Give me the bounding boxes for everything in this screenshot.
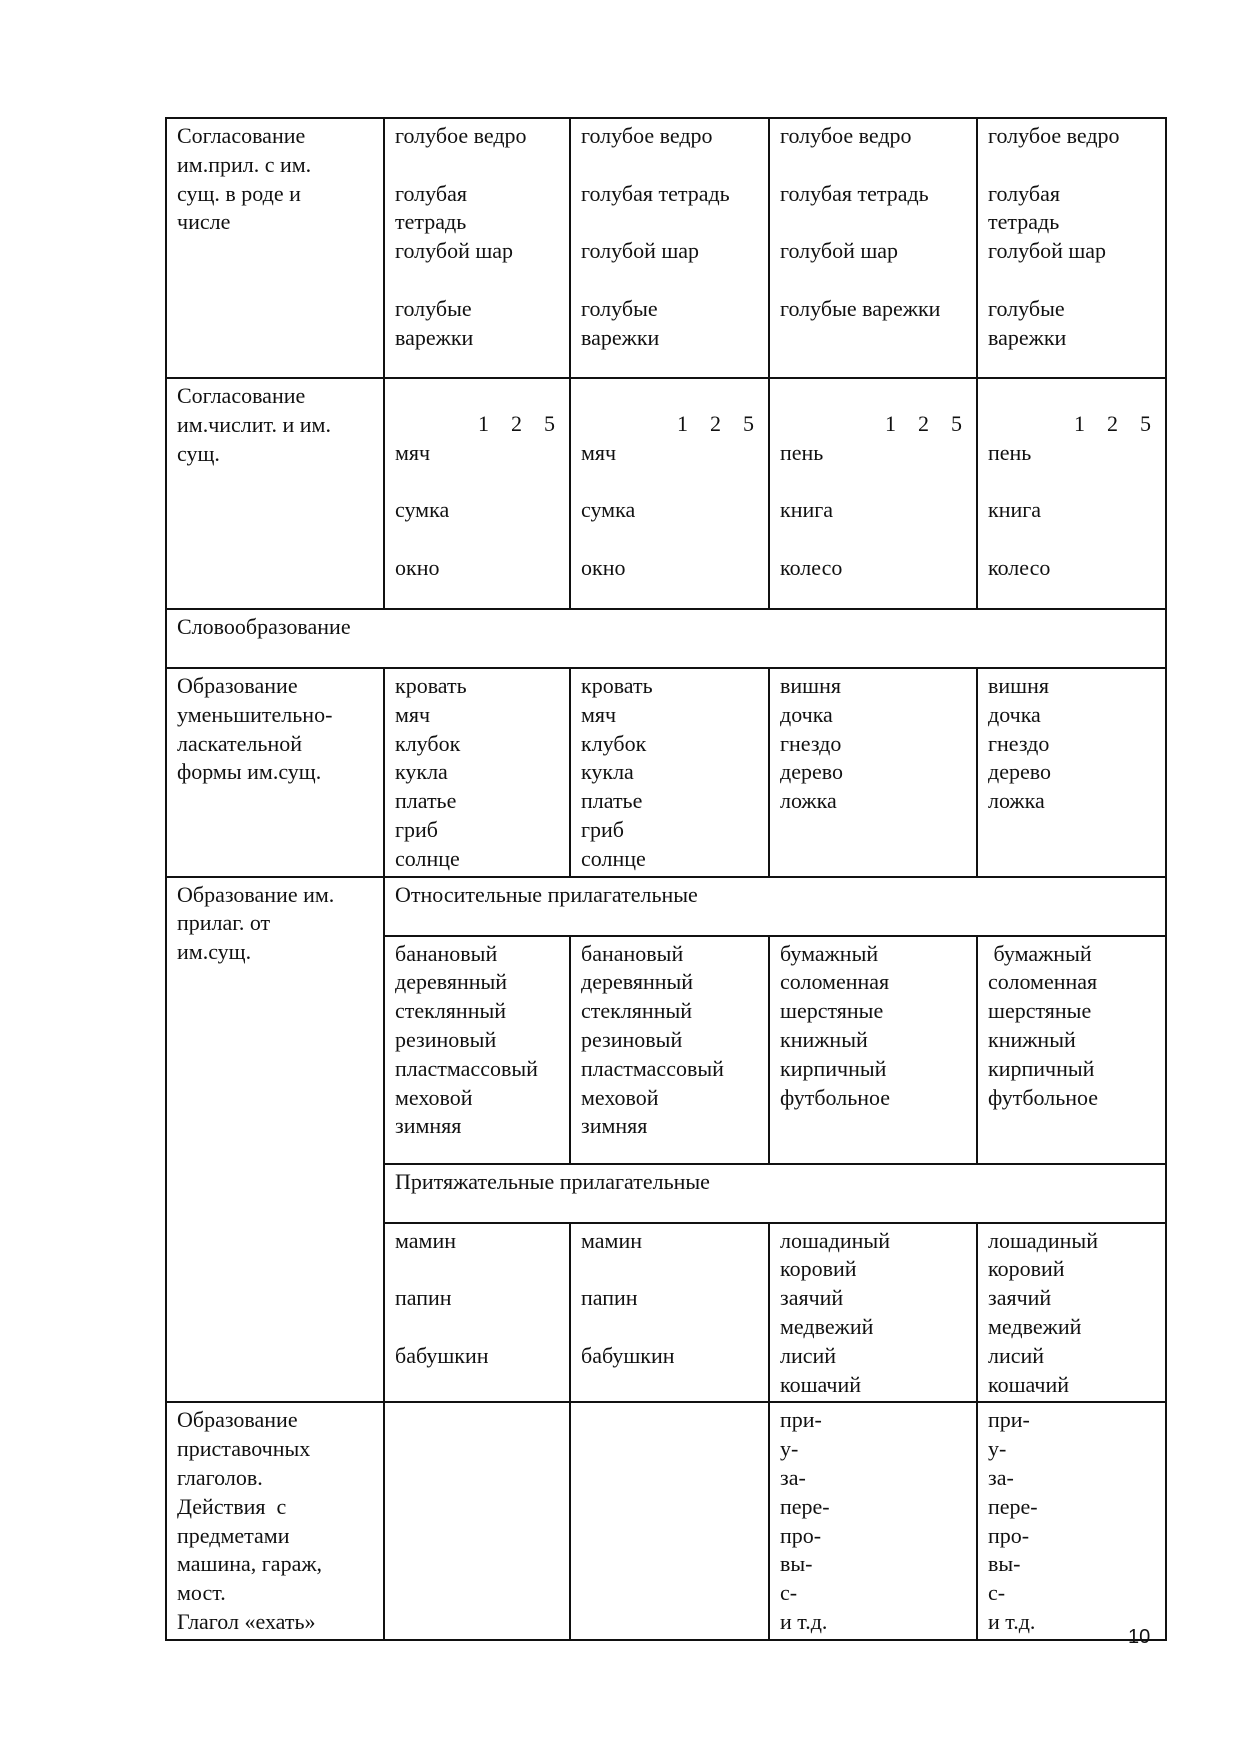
text-line: кровать — [395, 673, 467, 698]
text-line: резиновый — [581, 1026, 683, 1052]
row-label-cell — [166, 118, 384, 378]
text-line: мамин — [395, 1227, 457, 1253]
text-line: пере- — [780, 1493, 830, 1519]
cell-col3 — [769, 1402, 977, 1639]
cell-col3 — [769, 936, 977, 1164]
text-line: варежки — [988, 324, 1067, 350]
cell-col4 — [977, 118, 1166, 378]
row-label-cell — [166, 877, 384, 1403]
text-line: книжный — [780, 1026, 868, 1052]
speech-assessment-table — [165, 117, 1167, 1641]
text-line: клубок — [581, 730, 647, 756]
text-line — [988, 468, 1155, 497]
cell-col1 — [384, 378, 570, 609]
cell-col1 — [384, 1223, 570, 1403]
text-line: окно — [581, 554, 626, 580]
text-line: при- — [780, 1407, 822, 1433]
cell-col4 — [977, 936, 1166, 1164]
text-line: и т.д. — [780, 1608, 828, 1634]
text-line: солнце — [395, 845, 460, 871]
text-line: пластмассовый — [395, 1055, 538, 1081]
row-label-cell — [166, 1402, 384, 1639]
text-line: коровий — [988, 1256, 1065, 1282]
text-line — [581, 208, 758, 237]
text-line: и т.д. — [988, 1608, 1036, 1634]
text-line: кровать — [581, 673, 653, 698]
text-line — [395, 266, 559, 295]
cell-col2 — [570, 378, 769, 609]
text-line: соломенная — [780, 969, 890, 995]
subsection-title-possessive: Притяжательные прилагательные — [384, 1164, 1166, 1223]
text-line: голубая тетрадь — [780, 180, 929, 206]
text-line: лошадиный — [780, 1227, 890, 1253]
text-line: клубок — [395, 730, 461, 756]
text-line — [780, 266, 966, 295]
text-line: лисий — [780, 1342, 837, 1368]
text-line — [395, 468, 559, 497]
numbers-header: 1 2 5 — [1074, 411, 1151, 436]
text-line: сущ. в роде и — [177, 180, 301, 206]
text-line: деревянный — [395, 969, 508, 995]
text-line: прилаг. от — [177, 910, 271, 936]
text-line: кирпичный — [988, 1055, 1095, 1081]
cell-col3 — [769, 378, 977, 609]
text-line: лисий — [988, 1342, 1045, 1368]
text-line: лошадиный — [988, 1227, 1098, 1253]
text-line: футбольное — [988, 1084, 1099, 1110]
text-line: вишня — [988, 673, 1049, 698]
text-line: заячий — [780, 1285, 844, 1311]
text-line: медвежий — [988, 1313, 1082, 1339]
text-line — [581, 1255, 758, 1284]
text-line: футбольное — [780, 1084, 891, 1110]
cell-col3 — [769, 118, 977, 378]
text-line: дерево — [988, 759, 1051, 785]
text-line: за- — [988, 1464, 1014, 1490]
text-line: голубое ведро — [780, 123, 912, 148]
text-line: у- — [780, 1436, 799, 1462]
text-line: зимняя — [395, 1113, 462, 1139]
cell-col1 — [384, 1402, 570, 1639]
text-line: коровий — [780, 1256, 857, 1282]
text-line: с- — [988, 1580, 1006, 1606]
text-line: пень — [780, 439, 824, 465]
text-line: бабушкин — [395, 1342, 489, 1368]
text-line: ложка — [988, 788, 1045, 814]
text-line: вишня — [780, 673, 841, 698]
text-line — [395, 1255, 559, 1284]
text-line: меховой — [581, 1084, 659, 1110]
text-line: мяч — [581, 439, 617, 465]
text-line: голубой шар — [988, 238, 1107, 264]
text-line: шерстяные — [988, 998, 1092, 1024]
subsection-title-relative: Относительные прилагательные — [384, 877, 1166, 936]
text-line: папин — [395, 1285, 452, 1311]
cell-col4 — [977, 668, 1166, 877]
text-line: дочка — [988, 701, 1041, 727]
text-line — [581, 266, 758, 295]
cell-col4 — [977, 1223, 1166, 1403]
text-line: тетрадь — [395, 209, 467, 235]
text-line: голубой шар — [395, 238, 514, 264]
text-line: у- — [988, 1436, 1007, 1462]
section-title: Словообразование — [166, 609, 1166, 668]
text-line: голубой шар — [780, 238, 899, 264]
cell-col2 — [570, 1223, 769, 1403]
text-line: меховой — [395, 1084, 473, 1110]
table-row-prefixed-verbs — [166, 1402, 1166, 1639]
page-number: 10 — [1128, 1626, 1151, 1648]
text-line: голубая — [395, 180, 467, 206]
text-line — [988, 266, 1155, 295]
numbers-header: 1 2 5 — [478, 411, 555, 436]
text-line: числе — [177, 209, 231, 235]
text-line: кошачий — [988, 1371, 1070, 1397]
text-line: дерево — [780, 759, 843, 785]
text-line: резиновый — [395, 1026, 497, 1052]
text-line: окно — [395, 554, 440, 580]
text-line: им.сущ. — [177, 939, 252, 965]
cell-col1 — [384, 118, 570, 378]
text-line: голубое ведро — [581, 123, 713, 148]
text-line: колесо — [780, 554, 843, 580]
text-line: Образование — [177, 673, 298, 698]
text-line — [988, 151, 1155, 180]
text-line: солнце — [581, 845, 646, 871]
text-line: пень — [988, 439, 1032, 465]
text-line: Образование им. — [177, 881, 335, 907]
numbers-header: 1 2 5 — [885, 411, 962, 436]
text-line: им.прил. с им. — [177, 151, 312, 177]
text-line: вы- — [988, 1551, 1021, 1577]
text-line: Согласование — [177, 383, 306, 408]
text-line: кошачий — [780, 1371, 862, 1397]
text-line: ложка — [780, 788, 837, 814]
text-line: голубое ведро — [395, 123, 527, 148]
text-line: медвежий — [780, 1313, 874, 1339]
text-line — [780, 208, 966, 237]
table-row-agreement-numeral — [166, 378, 1166, 609]
text-line — [581, 1313, 758, 1342]
text-line: с- — [780, 1580, 798, 1606]
text-line: платье — [581, 788, 643, 814]
text-line: кукла — [581, 759, 634, 785]
text-line: заячий — [988, 1285, 1052, 1311]
text-line: сущ. — [177, 440, 220, 466]
text-line: мяч — [395, 701, 431, 727]
text-line: голубые — [988, 295, 1065, 321]
row-label-cell — [166, 378, 384, 609]
text-line — [780, 525, 966, 554]
text-line: соломенная — [988, 969, 1098, 995]
text-line — [780, 468, 966, 497]
text-line: предметами — [177, 1522, 290, 1548]
text-line: гнездо — [780, 730, 842, 756]
text-line: книжный — [988, 1026, 1076, 1052]
text-line — [581, 468, 758, 497]
table-row-diminutive — [166, 668, 1166, 877]
text-line: пластмассовый — [581, 1055, 724, 1081]
text-line: машина, гараж, — [177, 1551, 323, 1577]
text-line: дочка — [780, 701, 833, 727]
text-line: пере- — [988, 1493, 1038, 1519]
text-line: гриб — [581, 816, 624, 842]
text-line: про- — [988, 1522, 1030, 1548]
cell-col2 — [570, 118, 769, 378]
text-line: голубой шар — [581, 238, 700, 264]
text-line — [581, 151, 758, 180]
row-label-cell — [166, 668, 384, 877]
cell-col4 — [977, 1402, 1166, 1639]
cell-col2 — [570, 936, 769, 1164]
text-line: гриб — [395, 816, 438, 842]
text-line: стеклянный — [581, 998, 693, 1024]
cell-col1 — [384, 668, 570, 877]
numbers-header: 1 2 5 — [677, 411, 754, 436]
text-line — [395, 525, 559, 554]
text-line: уменьшительно- — [177, 701, 333, 727]
text-line: шерстяные — [780, 998, 884, 1024]
text-line: мяч — [581, 701, 617, 727]
text-line: ласкательной — [177, 730, 302, 756]
text-line: варежки — [395, 324, 474, 350]
text-line: вы- — [780, 1551, 813, 1577]
text-line: мамин — [581, 1227, 643, 1253]
text-line — [780, 151, 966, 180]
text-line: стеклянный — [395, 998, 507, 1024]
text-line — [581, 525, 758, 554]
text-line: варежки — [581, 324, 660, 350]
text-line: формы им.сущ. — [177, 759, 322, 785]
text-line: голубая тетрадь — [581, 180, 730, 206]
text-line: бумажный — [988, 940, 1092, 966]
text-line — [988, 525, 1155, 554]
cell-col3 — [769, 668, 977, 877]
table-row-relative-title — [166, 877, 1166, 936]
text-line: кирпичный — [780, 1055, 887, 1081]
text-line: за- — [780, 1464, 806, 1490]
text-line: бабушкин — [581, 1342, 675, 1368]
text-line: приставочных — [177, 1436, 311, 1462]
text-line — [395, 1313, 559, 1342]
text-line: гнездо — [988, 730, 1050, 756]
text-line: папин — [581, 1285, 638, 1311]
text-line: банановый — [581, 940, 684, 966]
text-line: голубые — [581, 295, 658, 321]
text-line: платье — [395, 788, 457, 814]
text-line: банановый — [395, 940, 498, 966]
text-line: Действия с — [177, 1493, 287, 1519]
text-line: деревянный — [581, 969, 694, 995]
text-line: книга — [780, 497, 834, 523]
cell-col3 — [769, 1223, 977, 1403]
cell-col4 — [977, 378, 1166, 609]
text-line: про- — [780, 1522, 822, 1548]
text-line: зимняя — [581, 1113, 648, 1139]
text-line: голубое ведро — [988, 123, 1120, 148]
text-line: глаголов. — [177, 1464, 263, 1490]
table-row-agreement-adjective — [166, 118, 1166, 378]
table-row-section-header — [166, 609, 1166, 668]
text-line — [395, 151, 559, 180]
text-line: книга — [988, 497, 1042, 523]
text-line: голубая — [988, 180, 1060, 206]
text-line: сумка — [395, 497, 450, 523]
text-line: голубые — [395, 295, 472, 321]
cell-col2 — [570, 1402, 769, 1639]
text-line: тетрадь — [988, 209, 1060, 235]
text-line: кукла — [395, 759, 448, 785]
text-line: мяч — [395, 439, 431, 465]
cell-col1 — [384, 936, 570, 1164]
text-line: им.числит. и им. — [177, 411, 331, 437]
text-line: при- — [988, 1407, 1030, 1433]
text-line: сумка — [581, 497, 636, 523]
text-line: бумажный — [780, 940, 879, 966]
text-line: Согласование — [177, 123, 306, 148]
cell-col2 — [570, 668, 769, 877]
text-line: голубые варежки — [780, 295, 941, 321]
text-line: Глагол «ехать» — [177, 1608, 316, 1634]
text-line: Образование — [177, 1407, 298, 1433]
text-line: колесо — [988, 554, 1051, 580]
text-line: мост. — [177, 1580, 226, 1606]
